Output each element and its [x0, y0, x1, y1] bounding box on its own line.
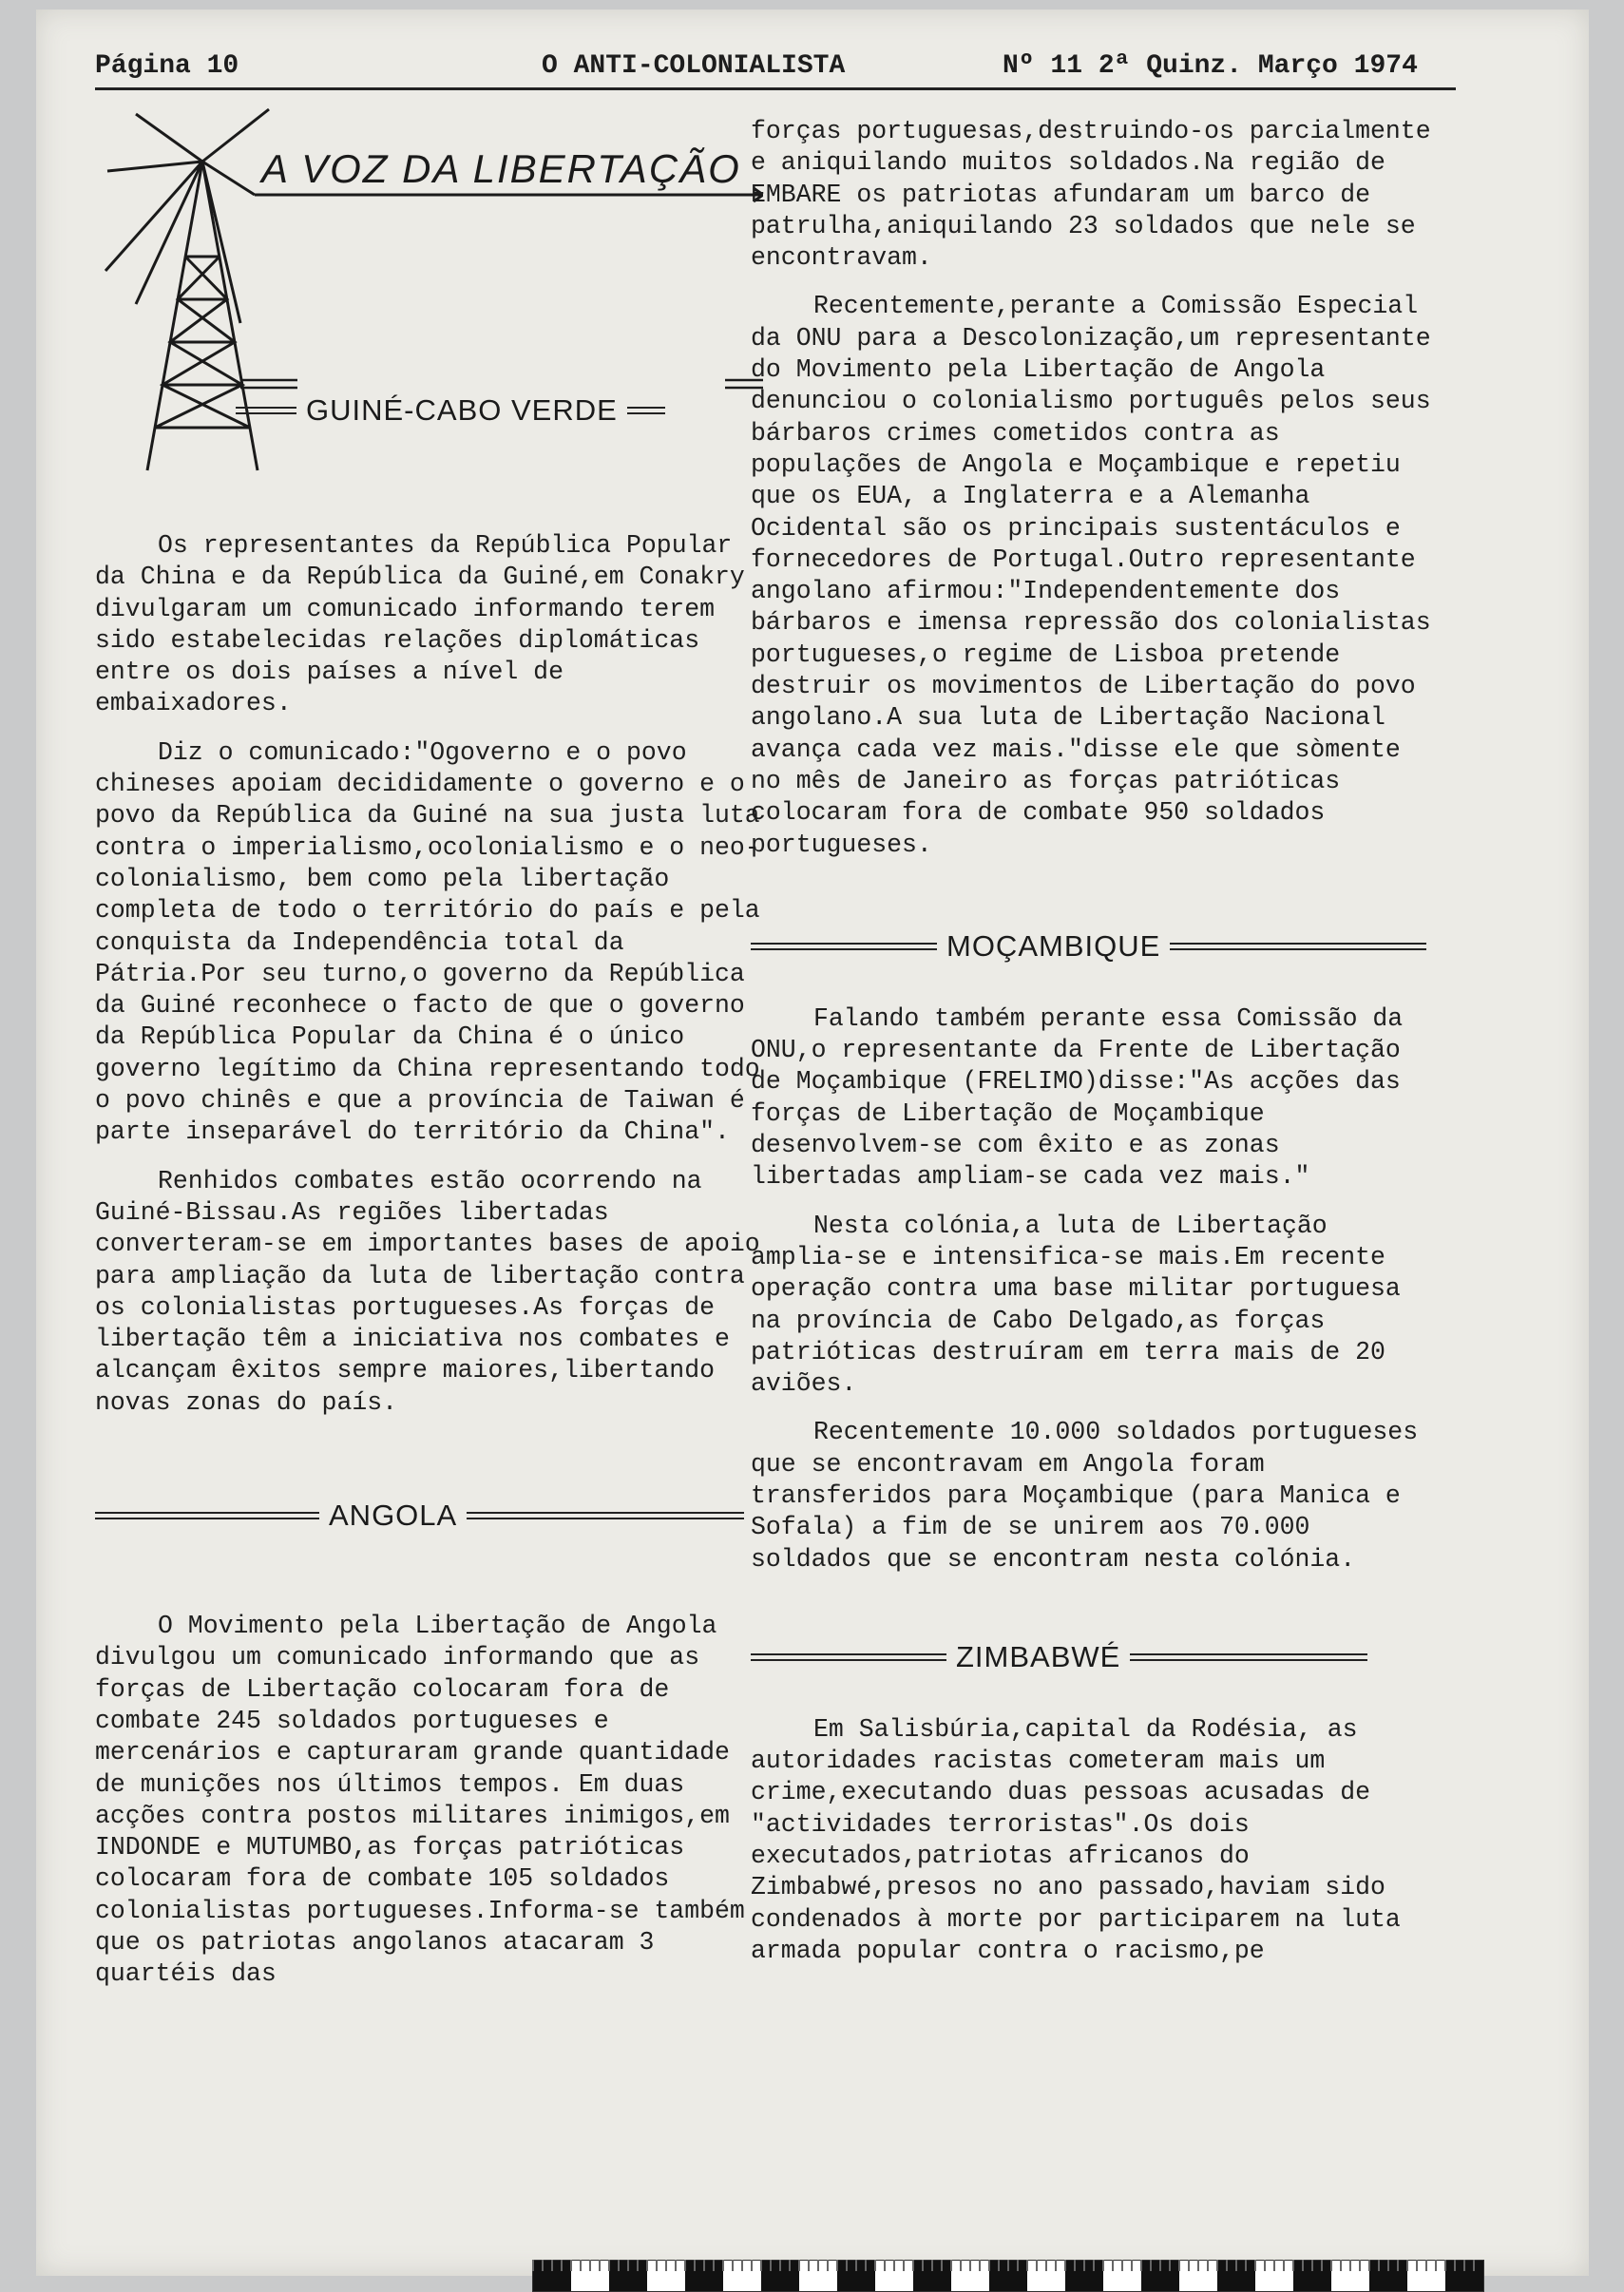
- right-column: [751, 116, 1442, 1984]
- article-paragraph: Renhidos combates estão ocorrendo na Guiné-Bissau.As regiões libertadas converteram-se em importantes bases de apoio para ampliação da luta de libertação contra os colonialistas portugueses.As forças de libertação têm a iniciativa nos combates e alcançam êxitos sempre maiores,libertando novas zonas do país.: [95, 1166, 760, 1417]
- publication-title: O ANTI-COLONIALISTA: [542, 51, 846, 81]
- issue-info: Nº 11 2ª Quinz. Março 1974: [1003, 51, 1418, 81]
- scale-ruler-ticks: [532, 2260, 1482, 2271]
- section-heading-angola: [95, 1487, 772, 1544]
- article-paragraph: Os representantes da República Popular da China e da República da Guiné,em Conakry divulgaram um comunicado informando terem sido estabelecidas relações diplomáticas entre os dois países a nível de embaixadores.: [95, 531, 745, 718]
- page-number: Página 10: [95, 51, 239, 81]
- newspaper-page: [36, 10, 1589, 2276]
- page-header: [95, 44, 1456, 90]
- section-heading-zimbabwe: [751, 1629, 1442, 1686]
- heading-rule: [1170, 943, 1426, 950]
- heading-rule: [1130, 1653, 1367, 1661]
- section-title: ZIMBABWÉ: [956, 1640, 1121, 1674]
- heading-rule: [751, 943, 937, 950]
- section-heading-guine: [236, 382, 756, 439]
- article-paragraph: O Movimento pela Libertação de Angola divulgou um comunicado informando que as forças de Libertação colocaram fora de combate 245 soldados portugueses e mercenários e capturaram grande quantidade de munições nos últimos tempos. Em duas acções contra postos militares inimigos,em INDONDE e MUTUMBO,as forças patrióticas colocaram fora de combate 105 soldados colonialistas portugueses.Informa-se também que os patriotas angolanos atacaram 3 quartéis das: [95, 1612, 745, 1989]
- section-title: GUINÉ-CABO VERDE: [306, 393, 618, 428]
- article-paragraph: Nesta colónia,a luta de Libertação amplia-se e intensifica-se mais.Em recente operação contra uma base militar portuguesa na província de Cabo Delgado,as forças patrióticas destruíram em terra mais de 20 aviões.: [751, 1211, 1401, 1399]
- section-heading-mocambique: [751, 918, 1442, 975]
- article-paragraph: Diz o comunicado:"Ogoverno e o povo chineses apoiam decididamente o governo e o povo da República da Guiné na sua justa luta contra o imperialismo,ocolonialismo e o neo-colonialismo, bem como pela libertação completa de todo o território do país e pela conquista da Independência total da Pátria.Por seu turno,o governo da República da Guiné reconhece o facto de que o governo da República Popular da China é o único governo legítimo da China representando todo o povo chinês e que a província de Taiwan é parte inseparável do território da China".: [95, 737, 760, 1147]
- article-paragraph: Falando também perante essa Comissão da ONU,o representante da Frente de Libertação de Moçambique (FRELIMO)disse:"As acções das forças de Libertação de Moçambique desenvolvem-se com êxito e as zonas libertadas ampliam-se cada vez mais.": [751, 1003, 1404, 1192]
- masthead-title: A VOZ DA LIBERTAÇÃO: [261, 146, 741, 191]
- article-paragraph: forças portuguesas,destruindo-os parcialmente e aniquilando muitos soldados.Na região de EMBARE os patriotas afundaram um barco de patrulha,aniquilando 23 soldados que nele se encontravam.: [751, 117, 1431, 273]
- section-title: ANGOLA: [329, 1499, 458, 1533]
- section-title: MOÇAMBIQUE: [946, 929, 1161, 964]
- article-paragraph: Recentemente 10.000 soldados portugueses que se encontravam em Angola foram transferidos para Moçambique (para Manica e Sofala) a fim de se unirem aos 70.000 soldados que se encontram nesta colónia.: [751, 1418, 1419, 1574]
- heading-rule: [236, 407, 296, 414]
- heading-rule: [751, 1653, 946, 1661]
- left-column: [95, 393, 772, 2008]
- heading-rule: [627, 407, 665, 414]
- heading-rule: [95, 1512, 319, 1519]
- article-paragraph: Recentemente,perante a Comissão Especial da ONU para a Descolonização,um representante do Movimento pela Libertação de Angola denunciou o colonialismo português pelos seus bárbaros crimes cometidos contra as populações de Angola e Moçambique e repetiu que os EUA, a Inglaterra e a Alemanha Ocidental são os principais sustentáculos e fornecedores de Portugal.Outro representante angolano afirmou:"Independentemente dos bárbaros e imensa repressão dos colonialistas portugueses,o regime de Lisboa pretende destruir os movimentos de Libertação do povo angolano.A sua luta de Libertação Nacional avança cada vez mais."disse ele que sòmente no mês de Janeiro as forças patrióticas colocaram fora de combate 950 soldados portugueses.: [751, 292, 1431, 859]
- article-paragraph: Em Salisbúria,capital da Rodésia, as autoridades racistas cometeram mais um crime,executando duas pessoas acusadas de "actividades terroristas".Os dois executados,patriotas africanos do Zimbabwé,presos no ano passado,haviam sido condenados à morte por participarem na luta armada popular contra o racismo,pe: [751, 1714, 1401, 1965]
- heading-rule: [467, 1512, 744, 1519]
